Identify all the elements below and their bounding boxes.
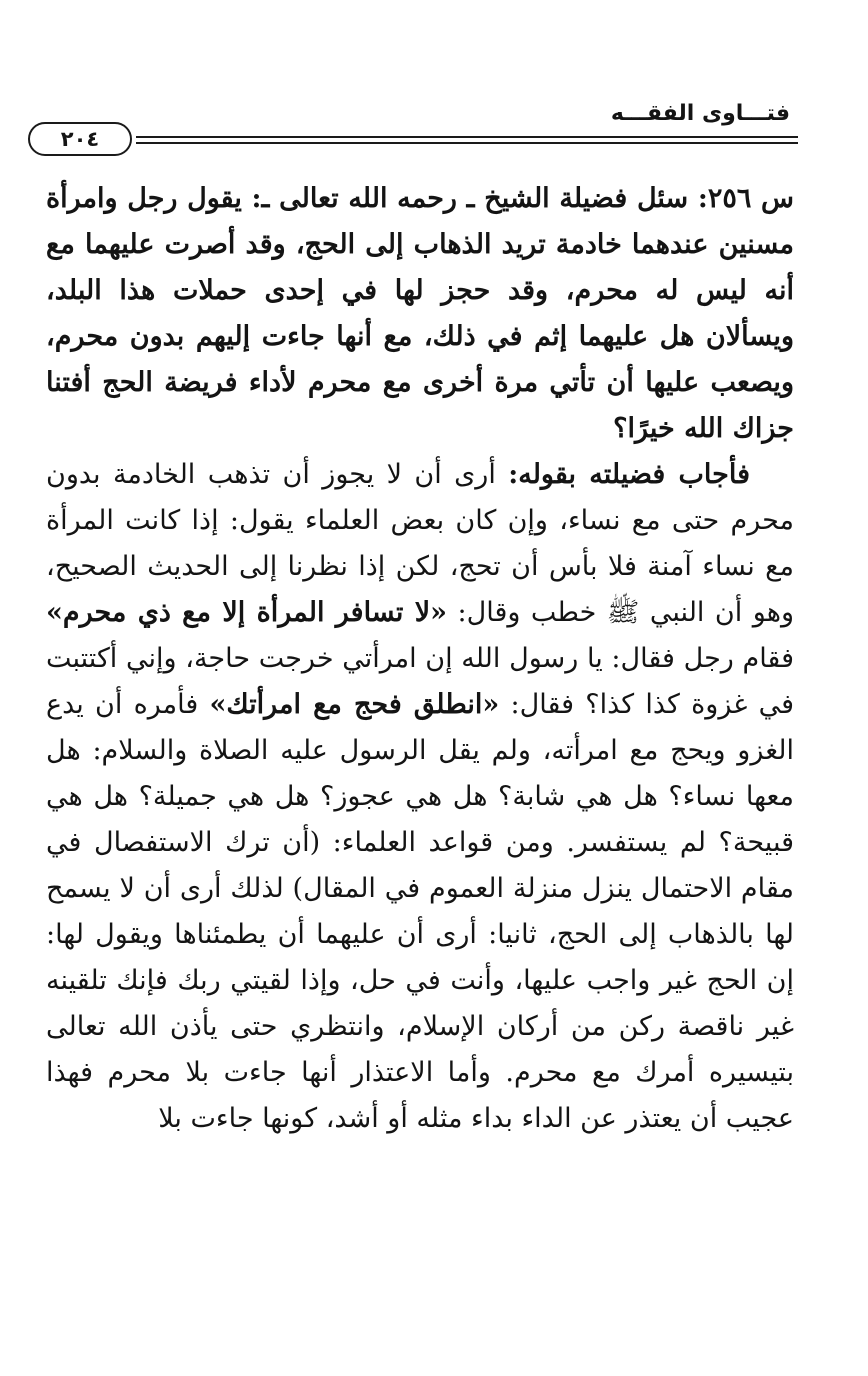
- answer-paragraph: [46, 452, 794, 1142]
- answer-text-part3: فأمره أن يدع الغزو ويحج مع امرأته، ولم يقل الرسول عليه الصلاة والسلام: هل معها نساء؟ هل هي شابة؟ هل هي عجوز؟ هل هي جميلة؟ هل هي قبيحة؟ لم يستفسر. ومن قواعد العلماء: (أن ترك الاستفصال في مقام الاحتمال ينزل منزلة العموم في المقال) لذلك أرى أن لا يسمح لها بالذهاب إلى الحج، ثانيا: أرى أن عليهما أن يطمئناها ويقول لها: إن الحج غير واجب عليها، وأنت في حل، وإذا لقيتي ربك فإنك تلقينه غير ناقصة ركن من أركان الإسلام، وانتظري حتى يأذن الله تعالى بتيسيره أمرك مع محرم. وأما الاعتذار أنها جاءت بلا محرم فهذا عجيب أن يعتذر عن الداء بداء مثله أو أشد، كونها جاءت بلا: [46, 689, 794, 1134]
- hadith-quote-2: «انطلق فحج مع امرأتك»: [209, 689, 500, 720]
- page-number: ٢٠٤: [28, 122, 132, 156]
- hadith-quote-1: «لا تسافر المرأة إلا مع ذي محرم»: [46, 597, 448, 628]
- book-title: فتـــاوى الفقـــه: [610, 101, 790, 126]
- answer-text-part1: أرى أن لا يجوز أن تذهب الخادمة بدون محرم حتى مع نساء، وإن كان بعض العلماء يقول: إذا كانت المرأة مع نساء آمنة فلا بأس أن تحج، لكن إذا نظرنا إلى الحديث الصحيح، وهو أن النبي ﷺ خطب وقال:: [46, 459, 794, 628]
- page-header: [28, 98, 798, 158]
- header-rule-bottom: [136, 142, 798, 144]
- answer-lead: فأجاب فضيلته بقوله:: [508, 459, 750, 490]
- question-paragraph: س ٢٥٦: سئل فضيلة الشيخ ـ رحمه الله تعالى ـ: يقول رجل وامرأة مسنين عندهما خادمة تريد الذهاب إلى الحج، وقد أصرت عليهما مع أنه ليس له محرم، وقد حجز لها في إحدى حملات هذا البلد، ويسألان هل عليهما إثم في ذلك، مع أنها جاءت إليهم بدون محرم، ويصعب عليها أن تأتي مرة أخرى مع محرم لأداء فريضة الحج أفتنا جزاك الله خيرًا؟: [46, 183, 794, 444]
- page-body: [46, 176, 794, 1142]
- answer-text-part2: فقام رجل فقال: يا رسول الله إن امرأتي خرجت حاجة، وإني أكتتبت في غزوة كذا كذا؟ فقال:: [46, 643, 794, 720]
- header-rule-top: [136, 136, 798, 138]
